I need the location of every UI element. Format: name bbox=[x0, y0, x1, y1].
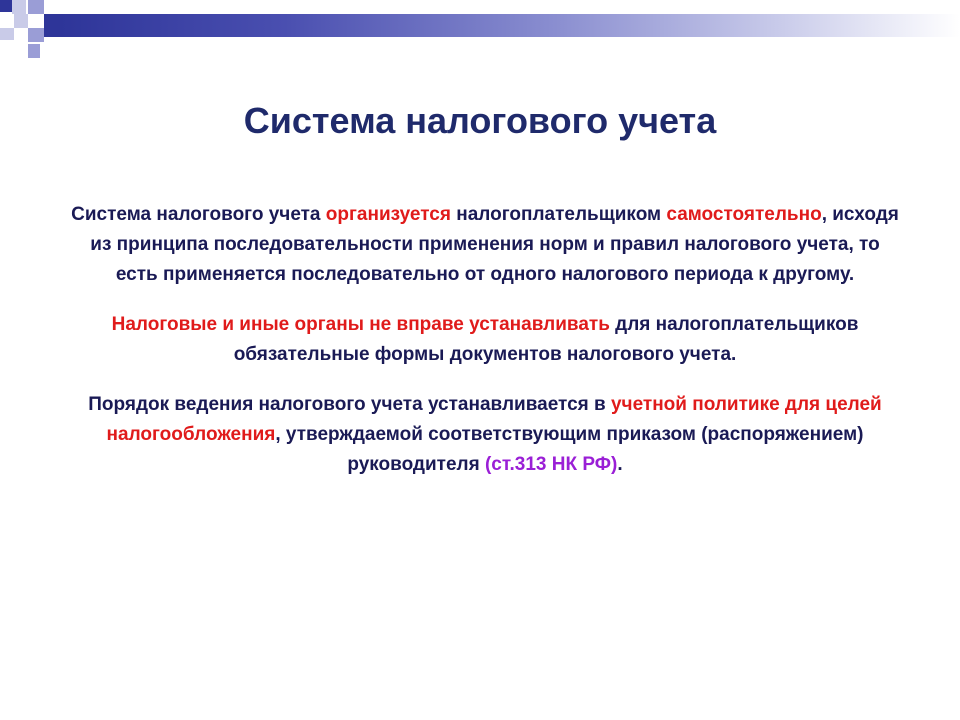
emphasis-text: Налоговые и иные органы не вправе устанавливать bbox=[111, 314, 610, 335]
text-segment: Система налогового учета bbox=[71, 204, 326, 225]
emphasis-text: самостоятельно bbox=[666, 204, 822, 225]
decor-square bbox=[14, 14, 28, 28]
decor-square bbox=[0, 28, 14, 40]
text-segment: . bbox=[617, 454, 623, 475]
slide-body bbox=[70, 200, 900, 500]
emphasis-text: организуется bbox=[325, 204, 451, 225]
decor-square bbox=[44, 14, 60, 37]
header-band bbox=[60, 14, 960, 37]
decor-square bbox=[28, 0, 44, 14]
text-segment: , исходя из принципа последовательности применения норм и правил налогового учета, то есть применяется последовательно от одного налогового периода к другому. bbox=[90, 204, 899, 285]
text-segment: Порядок ведения налогового учета устанавливается в bbox=[88, 394, 611, 415]
text-segment: для налогоплательщиков обязательные формы документов налогового учета. bbox=[233, 314, 859, 365]
decor-square bbox=[28, 28, 44, 42]
slide-title: Система налогового учета bbox=[243, 100, 717, 141]
decor-square bbox=[0, 0, 12, 12]
paragraph-2 bbox=[70, 310, 900, 370]
paragraph-3 bbox=[70, 390, 900, 480]
decor-square bbox=[12, 0, 26, 14]
paragraph-1 bbox=[70, 200, 900, 290]
decor-square bbox=[28, 44, 40, 58]
emphasis-text: (ст.313 НК РФ) bbox=[484, 454, 618, 475]
text-segment: , утверждаемой соответствующим приказом (распоряжением) руководителя bbox=[275, 424, 864, 475]
text-segment: налогоплательщиком bbox=[450, 204, 667, 225]
emphasis-text: учетной политике для целей налогообложения bbox=[106, 394, 882, 445]
